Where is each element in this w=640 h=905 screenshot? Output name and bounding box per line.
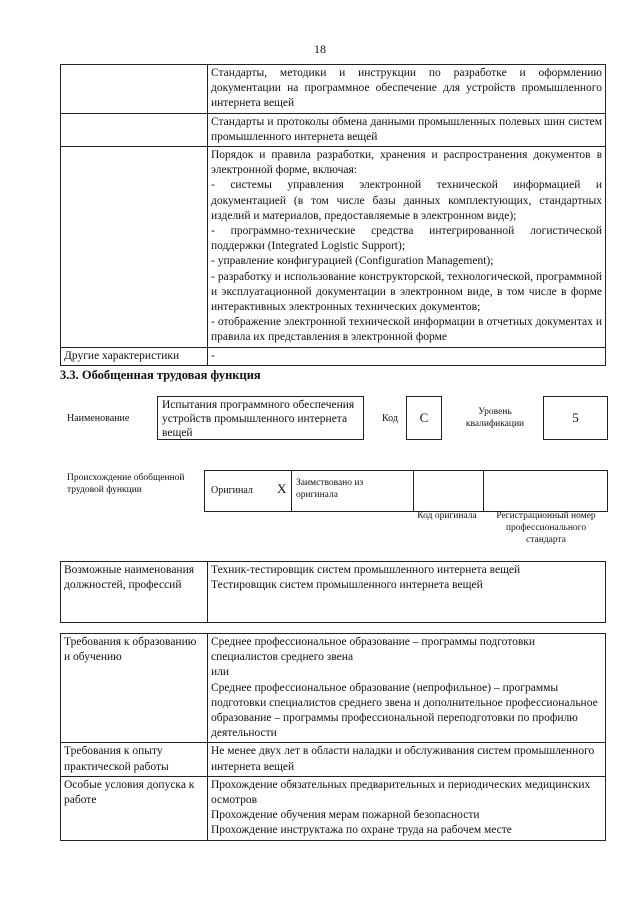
- other-characteristics-label: Другие характеристики: [61, 347, 208, 365]
- code-value: C: [406, 396, 442, 440]
- reg-number-caption: Регистрационный номер профессионального стандарта: [496, 511, 596, 545]
- section-title: 3.3. Обобщенная трудовая функция: [60, 368, 261, 382]
- education-values: Среднее профессиональное образование – программы подготовки специалистов среднего звена или Среднее профессиональное образование (непрофильное) – программы подготовки специалистов среднего звена и дополнительное профессиональное образование – программы профессиональной переподготовки по профилю деятельности: [208, 634, 606, 743]
- level-value: 5: [543, 396, 608, 440]
- origin-label: Происхождение обобщенной трудовой функции: [67, 473, 185, 495]
- positions-values: [208, 562, 606, 623]
- list-item: - программно-технические средства интегрированной логистической поддержки (Integrated Logistic Support);: [211, 225, 602, 253]
- position-item: Тестировщик систем промышленного интернета вещей: [211, 579, 483, 592]
- original-label: Оригинал: [211, 485, 253, 496]
- education-label: Требования к образованию и обучению: [61, 634, 208, 743]
- original-mark: X: [277, 481, 287, 496]
- conditions-label: Особые условия допуска к работе: [61, 776, 208, 840]
- knowledge-table: [60, 64, 606, 366]
- experience-label: Требования к опыту практической работы: [61, 743, 208, 776]
- requirements-table: [60, 633, 606, 841]
- borrowed-label: Заимствовано из оригинала: [296, 478, 364, 500]
- knowledge-cell: Стандарты и протоколы обмена данными промышленных полевых шин систем промышленного интернета вещей: [208, 113, 606, 146]
- name-box: [157, 396, 364, 440]
- empty-cell: [61, 113, 208, 146]
- list-item: - управление конфигурацией (Configuration Management);: [211, 255, 494, 268]
- knowledge-cell: Порядок и правила разработки, хранения и распространения документов в электронной форме, включая: - системы управления электронной технической информацией и документацией (в том числе базы данных комплектующих, стандартных изделий и материалов, предоставляемые в электронном виде); - программно-технические средства интегрированной логистической поддержки (Integrated Logistic Support); - управление конфигурацией (Configuration Management); - разработку и использование конструкторской, технологической, программной и эксплуатационной документации в электронном виде, в том числе в форме интерактивных электронных технических документов; - отображение электронной технической информации в отчетных документах и правила их представления в электронной форме: [208, 147, 606, 348]
- list-item: - системы управления электронной технической информацией и документацией (в том числе базы данных комплектующих, стандартных изделий и материалов, предоставляемые в электронном виде);: [211, 179, 602, 222]
- origin-box: [204, 470, 608, 512]
- other-characteristics-value: -: [208, 347, 606, 365]
- empty-cell: [61, 65, 208, 114]
- experience-value: Не менее двух лет в области наладки и обслуживания систем промышленного интернета вещей: [208, 743, 606, 776]
- code-label: Код: [382, 413, 398, 424]
- page-number: 18: [314, 42, 326, 56]
- name-label: Наименование: [67, 413, 130, 424]
- list-item: - отображение электронной технической информации в отчетных документах и правила их представления в электронной форме: [211, 316, 602, 344]
- position-item: Техник-тестировщик систем промышленного интернета вещей: [211, 564, 521, 576]
- empty-cell: [61, 147, 208, 348]
- knowledge-cell: Стандарты, методики и инструкции по разработке и оформлению документации на программное обеспечение для устройств промышленного интернета вещей: [208, 65, 606, 114]
- positions-table: [60, 561, 606, 623]
- positions-label: Возможные наименования должностей, профессий: [61, 562, 208, 623]
- conditions-values: Прохождение обязательных предварительных и периодических медицинских осмотров Прохождение обучения мерам пожарной безопасности Прохождение инструктажа по охране труда на рабочем месте: [208, 776, 606, 840]
- code-original-caption: Код оригинала: [417, 511, 477, 521]
- level-label: Уровень квалификации: [465, 407, 525, 429]
- list-item: - разработку и использование конструкторской, технологической, программной и эксплуатационной документации в электронном виде, в том числе в форме интерактивных электронных технических документов;: [211, 270, 602, 314]
- function-name: Испытания программного обеспечения устройств промышленного интернета вещей: [162, 399, 355, 439]
